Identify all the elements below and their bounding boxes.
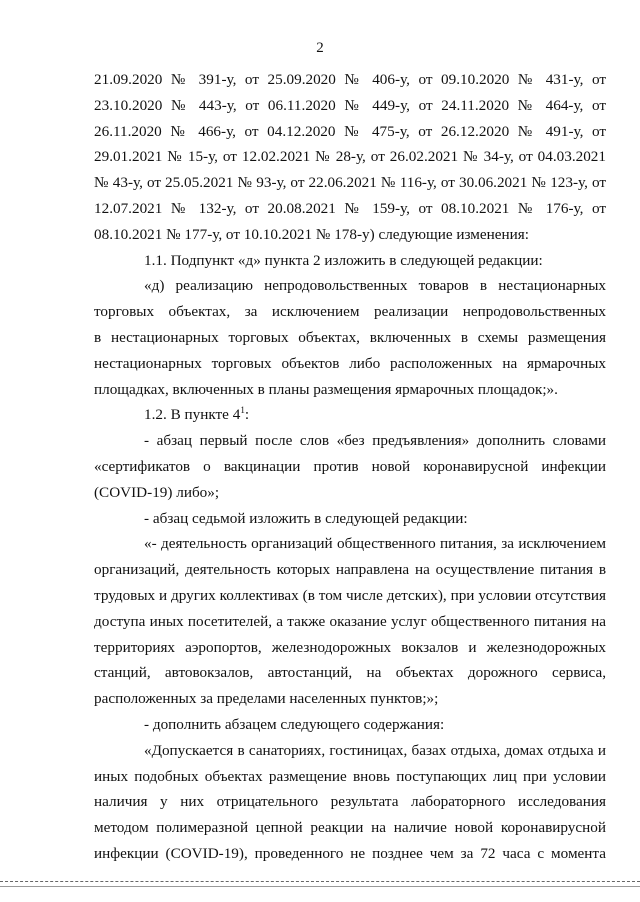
text-line: 1.1. Подпункт «д» пункта 2 изложить в следующей редакции: (144, 251, 543, 269)
text-line: территориях аэропортов, железнодорожных вокзалов и железнодорожных (94, 638, 606, 656)
text-line: «Допускается в санаториях, гостиницах, базах отдыха, домах отдыха и (144, 741, 606, 759)
text-line: в нестационарных торговых объектах, включенных в схемы размещения (94, 328, 606, 346)
text-line: 21.09.2020 № 391-у, от 25.09.2020 № 406-у, от 09.10.2020 № 431-у, от (94, 71, 606, 88)
text-line: нестационарных торговых объектов либо расположенных на ярмарочных (94, 354, 606, 372)
scan-edge-line (0, 881, 640, 882)
text-line: расположенных за пределами населенных пунктов;»; (94, 690, 439, 708)
text-line: 26.11.2020 № 466-у, от 04.12.2020 № 475-у, от 26.12.2020 № 491-у, от (94, 122, 606, 140)
text-line: - дополнить абзацем следующего содержания: (144, 715, 445, 733)
text-line: (COVID-19) либо»; (94, 483, 220, 501)
text-line: 23.10.2020 № 443-у, от 06.11.2020 № 449-у, от 24.11.2020 № 464-у, от (94, 96, 606, 114)
text-line: иных подобных объектах размещение вновь поступающих лиц при условии (94, 767, 606, 785)
text-line: - абзац седьмой изложить в следующей редакции: (144, 509, 468, 527)
scan-edge-line (0, 886, 640, 887)
text-line: «- деятельность организаций общественного питания, за исключением (144, 535, 606, 553)
text-line: доступа иных посетителей, а также оказание услуг общественного питания на (94, 612, 606, 630)
text-line: 29.01.2021 № 15-у, от 12.02.2021 № 28-у, от 26.02.2021 № 34-у, от 04.03.2021 (94, 148, 606, 166)
text-line: трудовых и других коллективах (в том числе детских), при условии отсутствия (94, 586, 606, 604)
text-line: площадках, включенных в планы размещения ярмарочных площадок;». (94, 380, 558, 398)
text-line: торговых объектах, за исключением реализации непродовольственных (94, 303, 606, 321)
text-line: организаций, деятельность которых направлена на осуществление питания в (94, 561, 606, 579)
text-line: методом полимеразной цепной реакции на наличие новой коронавирусной (94, 819, 606, 837)
page-number: 2 (316, 40, 324, 56)
text-line: № 43-у, от 25.05.2021 № 93-у, от 22.06.2021 № 116-у, от 30.06.2021 № 123-у, от (94, 174, 606, 192)
text-line: станций, автовокзалов, автостанций, на объектах дорожного сервиса, (94, 664, 606, 682)
superscript: 1 (240, 405, 245, 416)
point-1-2-text: 1.2. В пункте 4 (144, 406, 241, 424)
text-line: «д) реализацию непродовольственных товаров в нестационарных (144, 277, 606, 295)
text-line: 12.07.2021 № 132-у, от 20.08.2021 № 159-у, от 08.10.2021 № 176-у, от (94, 199, 606, 217)
text-line: - абзац первый после слов «без предъявления» дополнить словами (144, 432, 606, 450)
text-line: наличия у них отрицательного результата лабораторного исследования (94, 793, 606, 811)
text-line-point-1-2 (94, 402, 606, 428)
document-body (94, 67, 606, 867)
text-line: 08.10.2021 № 177-у, от 10.10.2021 № 178-у) следующие изменения: (94, 225, 529, 243)
text-line: инфекции (COVID-19), проведенного не позднее чем за 72 часа с момента (94, 844, 606, 862)
text-line: «сертификатов о вакцинации против новой коронавирусной инфекции (94, 457, 606, 475)
point-1-2-colon: : (244, 406, 250, 424)
